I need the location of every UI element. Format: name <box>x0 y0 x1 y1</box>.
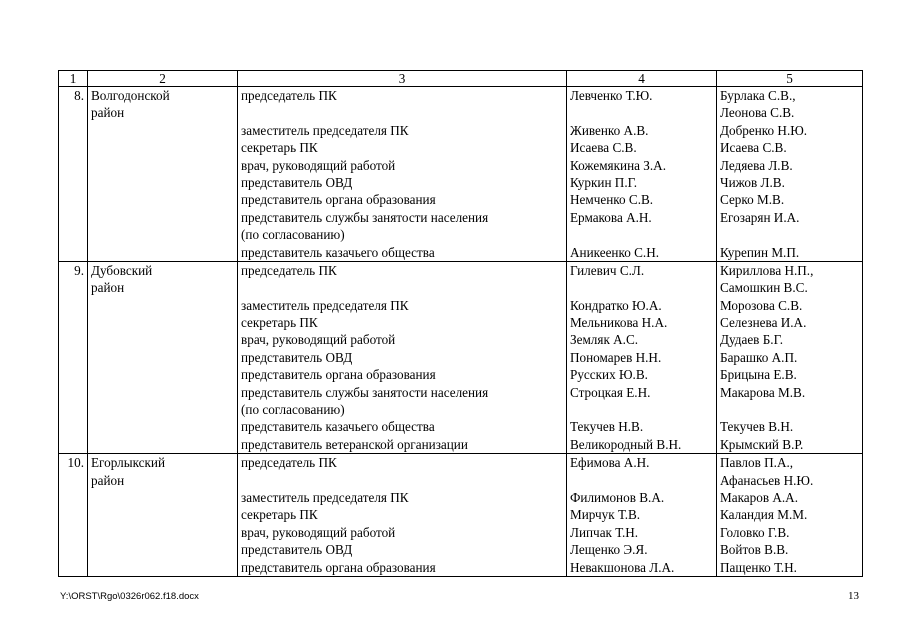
member-name: Ефимова А.Н. <box>570 455 650 471</box>
member-name: Левченко Т.Ю. <box>570 88 653 103</box>
deputy-name: Головко Г.В. <box>720 524 790 540</box>
member-name: Липчак Т.Н. <box>570 524 639 540</box>
deputy-name: Ледяева Л.В. <box>720 157 793 173</box>
deputy-name: Селезнева И.А. <box>720 315 807 331</box>
deputies-cell <box>717 87 863 262</box>
position: заместитель председателя ПК <box>241 297 409 313</box>
member-name: Ермакова А.Н. <box>570 209 652 225</box>
deputy-name: Текучев В.Н. <box>720 419 794 435</box>
deputy-name: Бурлака С.В., <box>720 88 796 103</box>
deputy-name: Каландия М.М. <box>720 507 808 523</box>
position: заместитель председателя ПК <box>241 122 409 138</box>
position <box>241 472 563 489</box>
column-number: 3 <box>238 71 567 87</box>
position: председатель ПК <box>241 262 337 278</box>
deputy-name: Серко М.В. <box>720 192 785 208</box>
member-name <box>570 104 713 121</box>
deputy-name: Морозова С.В. <box>720 297 803 313</box>
position: представитель казачьего общества <box>241 244 435 260</box>
deputy-name: Чижов Л.В. <box>720 174 785 190</box>
district-name: район <box>91 105 125 121</box>
deputy-name: Добренко Н.Ю. <box>720 122 808 138</box>
positions-cell <box>238 261 567 453</box>
deputy-name <box>720 401 859 418</box>
column-number: 1 <box>59 71 88 87</box>
position: врач, руководящий работой <box>241 157 396 173</box>
position <box>241 104 563 121</box>
member-name: Земляк А.С. <box>570 332 639 348</box>
deputies-cell <box>717 261 863 453</box>
member-name: Невакшонова Л.А. <box>570 559 675 575</box>
member-name: Мельникова Н.А. <box>570 315 668 331</box>
column-number: 5 <box>717 71 863 87</box>
member-name: Русских Ю.В. <box>570 367 648 383</box>
deputy-name: Исаева С.В. <box>720 140 787 156</box>
member-name: Великородный В.Н. <box>570 436 682 452</box>
position: представитель ОВД <box>241 174 353 190</box>
deputy-name: Самошкин В.С. <box>720 280 808 296</box>
member-name: Кожемякина З.А. <box>570 157 667 173</box>
row-number: 8. <box>59 87 88 262</box>
commission-table <box>58 70 863 577</box>
member-name: Исаева С.В. <box>570 140 637 156</box>
deputy-name <box>720 226 859 243</box>
position: представитель органа образования <box>241 192 436 208</box>
members-cell <box>567 454 717 577</box>
member-name: Кондратко Ю.А. <box>570 297 662 313</box>
position: представитель казачьего общества <box>241 419 435 435</box>
member-name: Немченко С.В. <box>570 192 654 208</box>
position: представитель ОВД <box>241 542 353 558</box>
district-name: район <box>91 280 125 296</box>
deputy-name: Крымский В.Р. <box>720 436 804 452</box>
deputy-name: Барашко А.П. <box>720 349 798 365</box>
position: представитель органа образования <box>241 559 436 575</box>
table-row <box>59 261 863 453</box>
position: врач, руководящий работой <box>241 332 396 348</box>
positions-cell <box>238 87 567 262</box>
district-cell <box>88 261 238 453</box>
deputy-name: Войтов В.В. <box>720 542 789 558</box>
position: представитель ОВД <box>241 349 353 365</box>
position: заместитель председателя ПК <box>241 489 409 505</box>
deputy-name: Егозарян И.А. <box>720 209 800 225</box>
position: секретарь ПК <box>241 315 318 331</box>
district-name: район <box>91 472 125 488</box>
position: врач, руководящий работой <box>241 524 396 540</box>
deputy-name: Афанасьев Н.Ю. <box>720 472 814 488</box>
page-number: 13 <box>848 590 859 602</box>
member-name: Куркин П.Г. <box>570 174 638 190</box>
position: представитель службы занятости населения <box>241 384 489 400</box>
position: председатель ПК <box>241 455 337 471</box>
row-number: 9. <box>59 261 88 453</box>
deputy-name: Макарова М.В. <box>720 384 806 400</box>
column-number: 2 <box>88 71 238 87</box>
members-cell <box>567 87 717 262</box>
deputy-name: Брицына Е.В. <box>720 367 797 383</box>
deputy-name: Павлов П.А., <box>720 455 794 471</box>
member-name <box>570 279 713 296</box>
position: (по согласованию) <box>241 402 345 418</box>
member-name: Мирчук Т.В. <box>570 507 641 523</box>
member-name: Строцкая Е.Н. <box>570 384 651 400</box>
member-name: Лещенко Э.Я. <box>570 542 648 558</box>
column-number: 4 <box>567 71 717 87</box>
deputy-name: Леонова С.В. <box>720 105 795 121</box>
row-number: 10. <box>59 454 88 577</box>
position: секретарь ПК <box>241 507 318 523</box>
position: председатель ПК <box>241 88 337 103</box>
member-name: Живенко А.В. <box>570 122 649 138</box>
district-name: Дубовский <box>91 262 153 278</box>
district-name: Волгодонской <box>91 88 170 103</box>
deputies-cell <box>717 454 863 577</box>
position: представитель органа образования <box>241 367 436 383</box>
deputy-name: Курепин М.П. <box>720 244 800 260</box>
district-name: Егорлыкский <box>91 455 166 471</box>
member-name <box>570 401 713 418</box>
member-name: Гилевич С.Л. <box>570 262 645 278</box>
footer-file-path: Y:\ORST\Rgo\0326r062.f18.docx <box>60 591 199 602</box>
position <box>241 279 563 296</box>
position: представитель ветеранской организации <box>241 436 468 452</box>
table-row <box>59 87 863 262</box>
district-cell <box>88 454 238 577</box>
deputy-name: Дудаев Б.Г. <box>720 332 783 348</box>
member-name: Пономарев Н.Н. <box>570 349 662 365</box>
deputy-name: Кириллова Н.П., <box>720 262 814 278</box>
member-name: Филимонов В.А. <box>570 489 665 505</box>
positions-cell <box>238 454 567 577</box>
position: секретарь ПК <box>241 140 318 156</box>
member-name <box>570 226 713 243</box>
deputy-name: Макаров А.А. <box>720 489 798 505</box>
deputy-name: Пащенко Т.Н. <box>720 559 797 575</box>
district-cell <box>88 87 238 262</box>
member-name: Текучев Н.В. <box>570 419 644 435</box>
member-name: Аникеенко С.Н. <box>570 244 660 260</box>
members-cell <box>567 261 717 453</box>
table-row <box>59 454 863 577</box>
position: представитель службы занятости населения <box>241 209 489 225</box>
position: (по согласованию) <box>241 227 345 243</box>
column-numbers-row <box>59 71 863 87</box>
member-name <box>570 472 713 489</box>
